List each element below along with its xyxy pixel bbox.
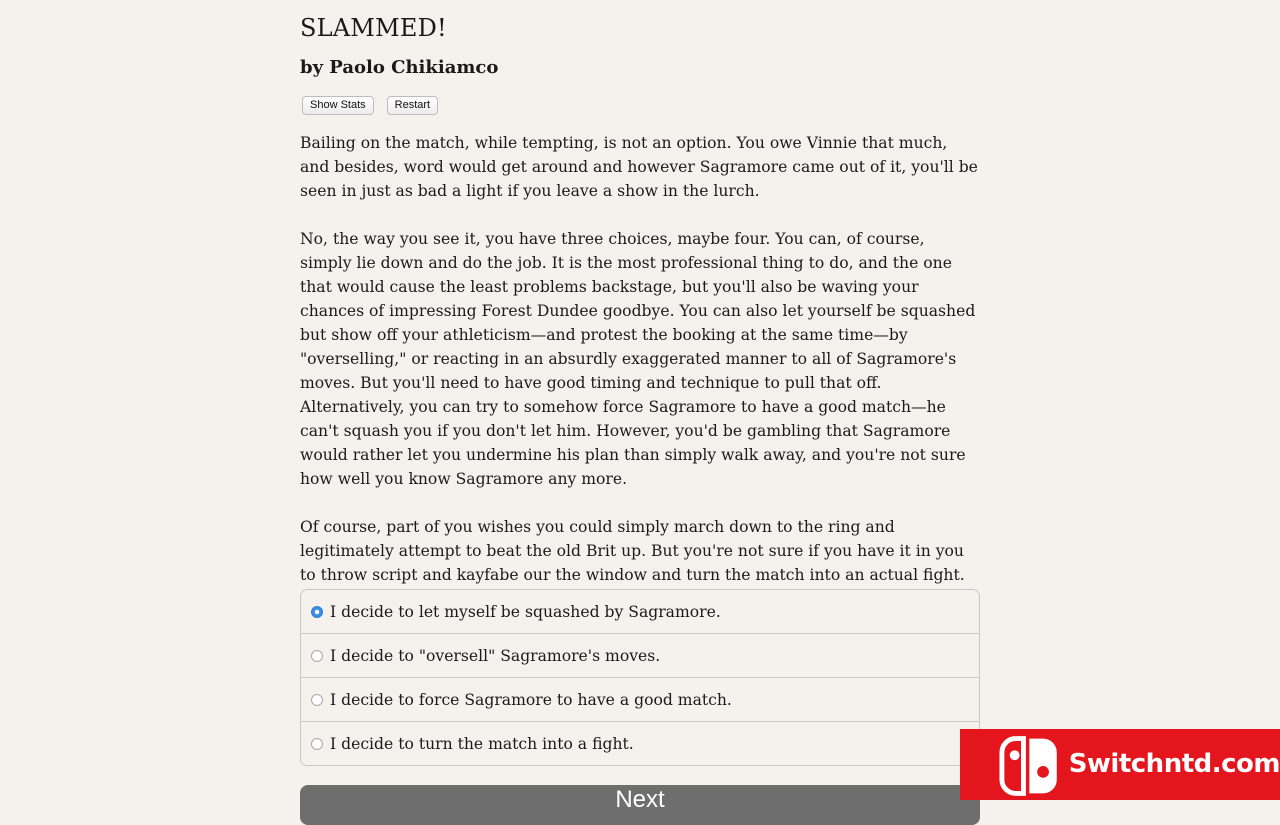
choice-option[interactable] bbox=[301, 633, 979, 677]
choice-label: I decide to "oversell" Sagramore's moves. bbox=[330, 646, 661, 665]
nintendo-switch-logo-icon bbox=[998, 734, 1061, 798]
choice-option[interactable] bbox=[301, 677, 979, 721]
story-paragraph: Bailing on the match, while tempting, is not an option. You owe Vinnie that much, and besides, word would get around and however Sagramore came out of it, you'll be seen in just as bad a light if you leave a show in the lurch. bbox=[300, 134, 978, 200]
game-author: by Paolo Chikiamco bbox=[300, 57, 499, 78]
story-text bbox=[300, 131, 980, 611]
choice-label: I decide to force Sagramore to have a good match. bbox=[330, 690, 732, 709]
story-paragraph: No, the way you see it, you have three choices, maybe four. You can, of course, simply lie down and do the job. It is the most professional thing to do, and the one that would cause the least problems backstage, but you'll also be waving your chances of impressing Forest Dundee goodbye. You can also let yourself be squashed but show off your athleticism—and protest the booking at the same time—by "overselling," or reacting in an absurdly exaggerated manner to all of Sagramore's moves. But you'll need to have good timing and technique to pull that off. Alternatively, you can try to somehow force Sagramore to have a good match—he can't squash you if you don't let him. However, you'd be gambling that Sagramore would rather let you undermine his plan than simply walk away, and you're not sure how well you know Sagramore any more. bbox=[300, 230, 976, 488]
watermark-text: Switchntd.com bbox=[1068, 748, 1280, 779]
story-paragraph: Of course, part of you wishes you could simply march down to the ring and legitimately attempt to beat the old Brit up. But you're not sure if you have it in you to throw script and kayfabe our the window and turn the match into an actual fight. bbox=[300, 518, 965, 584]
radio-button-icon[interactable] bbox=[311, 650, 323, 662]
choice-list bbox=[300, 589, 980, 766]
toolbar bbox=[302, 96, 438, 115]
choice-option[interactable] bbox=[301, 721, 979, 765]
radio-button-icon[interactable] bbox=[311, 694, 323, 706]
restart-button[interactable]: Restart bbox=[387, 96, 438, 115]
choice-label: I decide to let myself be squashed by Sagramore. bbox=[330, 602, 721, 621]
radio-button-selected-icon[interactable] bbox=[311, 606, 323, 618]
game-title: SLAMMED! bbox=[300, 14, 447, 42]
next-button[interactable]: Next bbox=[300, 785, 980, 825]
choice-option[interactable] bbox=[301, 590, 979, 633]
show-stats-button[interactable]: Show Stats bbox=[302, 96, 374, 115]
choice-label: I decide to turn the match into a fight. bbox=[330, 734, 634, 753]
radio-button-icon[interactable] bbox=[311, 738, 323, 750]
watermark-banner bbox=[960, 729, 1280, 800]
